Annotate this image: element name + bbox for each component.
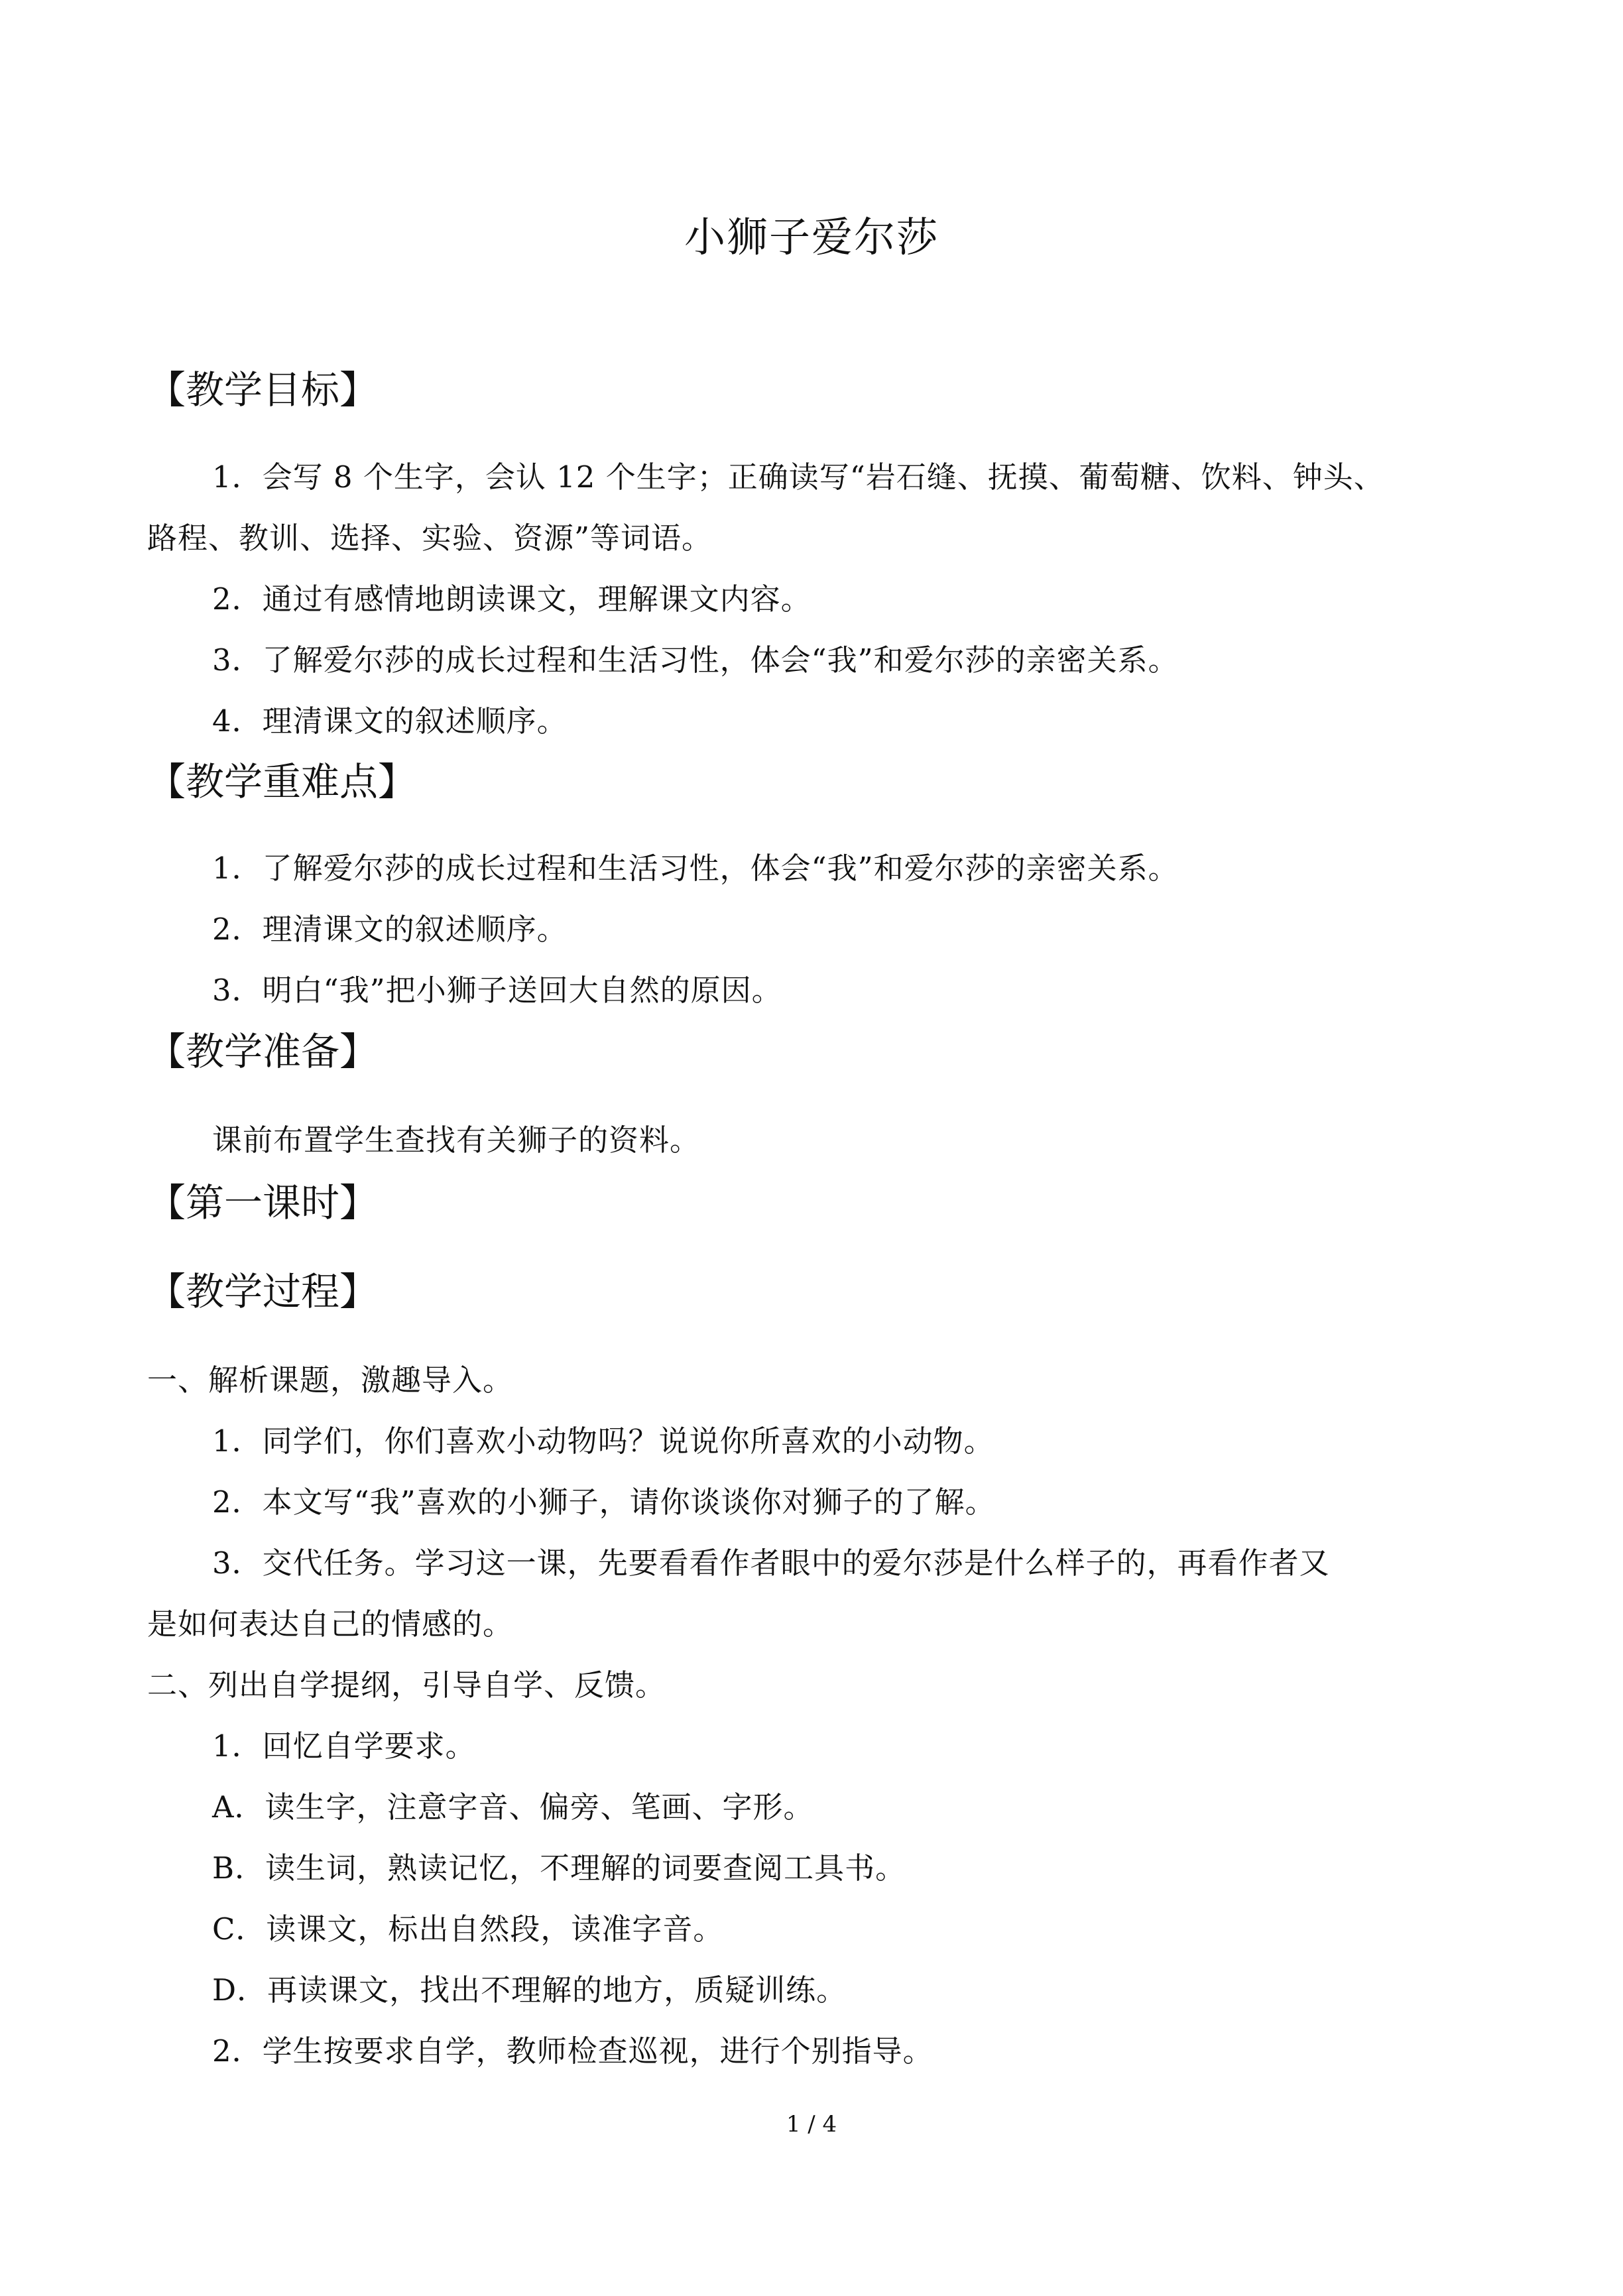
process-line-1: 一、解析课题，激趣导入。	[147, 1362, 514, 1398]
heading-process: 【教学过程】	[147, 1269, 379, 1314]
heading-objectives: 【教学目标】	[147, 367, 379, 412]
document-title: 小狮子爱尔莎	[684, 213, 939, 261]
objective-line-1-cont: 路程、教训、选择、实验、资源”等词语。	[147, 520, 713, 556]
process-line-2: 1．同学们，你们喜欢小动物吗？说说你所喜欢的小动物。	[212, 1423, 994, 1459]
objective-line-3: 3．了解爱尔莎的成长过程和生活习性，体会“我”和爱尔莎的亲密关系。	[212, 642, 1179, 678]
objective-line-4: 4．理清课文的叙述顺序。	[212, 703, 568, 739]
process-line-10: D．再读课文，找出不理解的地方，质疑训练。	[212, 1972, 847, 2008]
process-line-11: 2．学生按要求自学，教师检查巡视，进行个别指导。	[212, 2033, 933, 2069]
key-point-line-3: 3．明白“我”把小狮子送回大自然的原因。	[212, 973, 782, 1008]
process-line-8: B．读生词，熟读记忆，不理解的词要查阅工具书。	[212, 1850, 906, 1886]
process-line-4-cont: 是如何表达自己的情感的。	[147, 1606, 514, 1642]
heading-preparation: 【教学准备】	[147, 1029, 379, 1074]
process-line-3: 2．本文写“我”喜欢的小狮子，请你谈谈你对狮子的了解。	[212, 1484, 996, 1520]
process-line-4: 3．交代任务。学习这一课，先要看看作者眼中的爱尔莎是什么样子的，再看作者又	[212, 1545, 1330, 1581]
process-line-9: C．读课文，标出自然段，读准字音。	[212, 1911, 724, 1947]
key-point-line-1: 1．了解爱尔莎的成长过程和生活习性，体会“我”和爱尔莎的亲密关系。	[212, 851, 1179, 886]
objective-line-2: 2．通过有感情地朗读课文，理解课文内容。	[212, 581, 812, 617]
preparation-line-1: 课前布置学生查找有关狮子的资料。	[212, 1122, 701, 1158]
page-number: 1 / 4	[786, 2111, 837, 2138]
heading-key-points: 【教学重难点】	[147, 759, 417, 804]
objective-line-1: 1．会写 8 个生字，会认 12 个生字；正确读写“岩石缝、抚摸、葡萄糖、饮料、钟头、	[212, 459, 1384, 495]
process-line-5: 二、列出自学提纲，引导自学、反馈。	[147, 1667, 666, 1703]
heading-first-lesson: 【第一课时】	[147, 1180, 379, 1225]
key-point-line-2: 2．理清课文的叙述顺序。	[212, 912, 568, 947]
process-line-7: A．读生字，注意字音、偏旁、笔画、字形。	[212, 1789, 814, 1825]
process-line-6: 1．回忆自学要求。	[212, 1728, 476, 1764]
